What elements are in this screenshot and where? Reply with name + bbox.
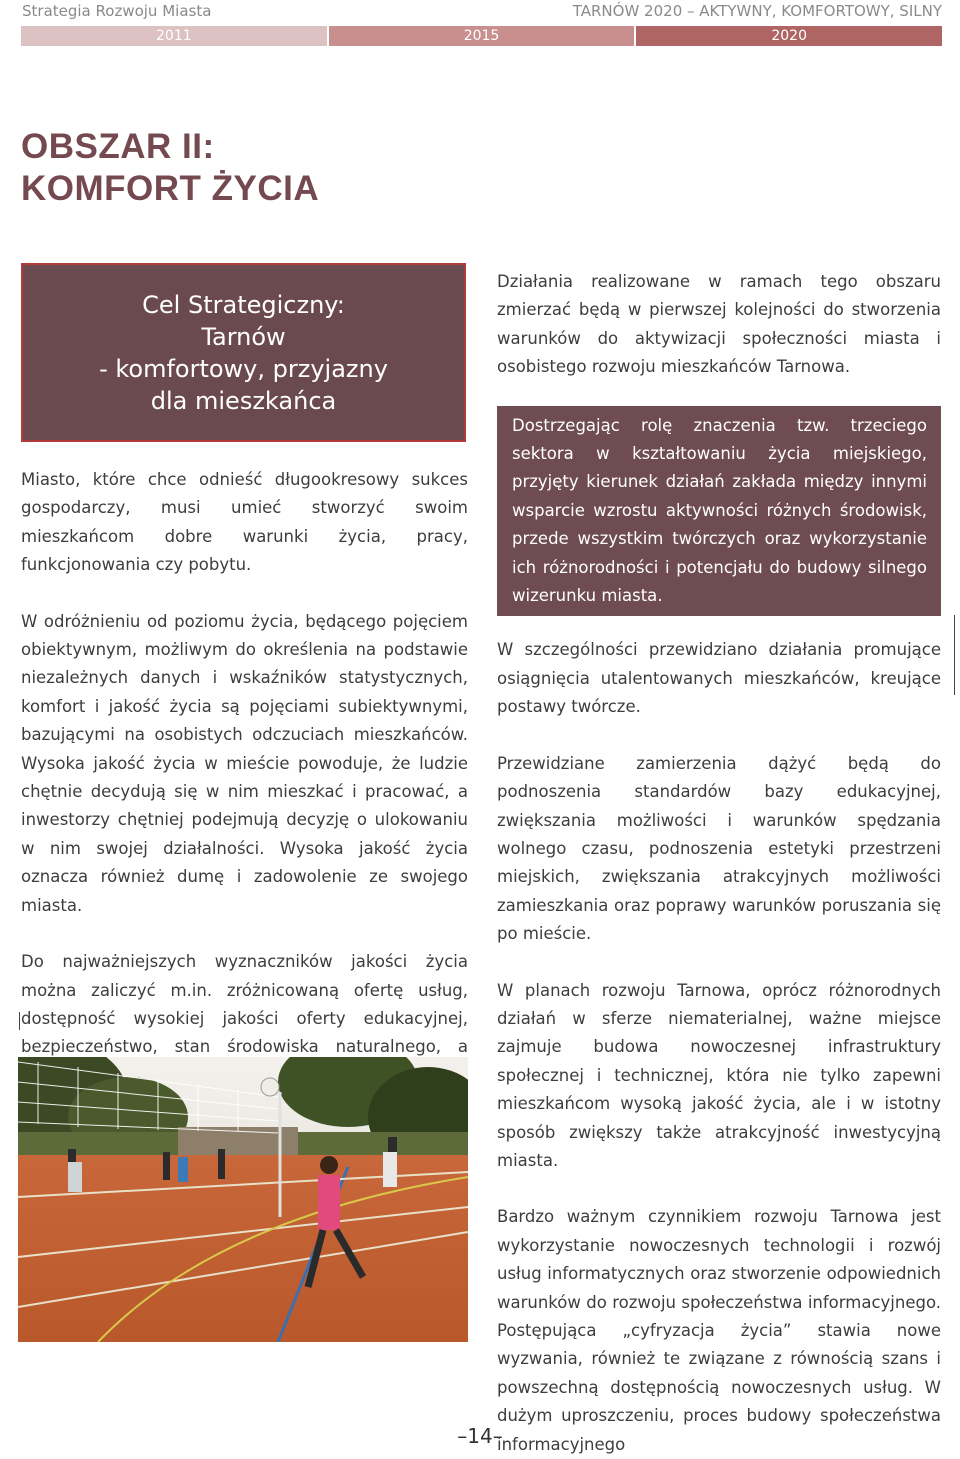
timeline-2011: 2011	[21, 26, 327, 46]
goal-line-2: Tarnów	[201, 323, 286, 351]
left-column	[21, 466, 468, 1090]
goal-line-3: - komfortowy, przyjazny	[99, 355, 388, 383]
strategic-goal-box	[21, 263, 466, 442]
page-number: –14–	[457, 1424, 503, 1448]
goal-line-4: dla mieszkańca	[150, 387, 337, 415]
title-line-1: OBSZAR II:	[21, 127, 215, 166]
title-line-2: KOMFORT ŻYCIA	[21, 169, 320, 208]
highlight-text: Dostrzegając rolę znaczenia tzw. trzeciego sektora w kształtowaniu życia miejskiego, przyjęty kierunek działań zakłada między innymi wsparcie wzrostu aktywności różnych środowisk, przede wszystkim twórczych oraz wykorzystanie ich różnorodności i potencjału do budowy silnego wizerunku miasta.	[512, 415, 927, 606]
header-right: TARNÓW 2020 – AKTYWNY, KOMFORTOWY, SILNY	[572, 2, 942, 20]
goal-line-1: Cel Strategiczny:	[142, 291, 345, 319]
right-column	[497, 268, 941, 1459]
right-paragraph-4: W planach rozwoju Tarnowa, oprócz różnorodnych działań w sferze niematerialnej, ważne miejsce zajmuje budowa nowoczesnej infrastruktury społecznej i technicznej, która nie tylko zapewni mieszkańcom wysoką jakość życia, ale i w istotny sposób zwiększy także atrakcyjność inwestycyjną miasta.	[497, 980, 941, 1170]
timeline-2015: 2015	[327, 26, 635, 46]
header-left: Strategia Rozwoju Miasta	[22, 2, 212, 20]
timeline-2020: 2020	[634, 26, 942, 46]
right-paragraph-5: Bardzo ważnym czynnikiem rozwoju Tarnowa jest wykorzystanie nowoczesnych technologii i rozwój usług informatycznych oraz stworzenie odpowiednich warunków do rozwoju społeczeństwa informacyjnego. Postępująca „cyfryzacja życia” stawia nowe wyzwania, również te związane z równością szans i powszechną dostępnością nowoczesnych usług. W dużym uproszczeniu, proces budowy społeczeństwa informacyjnego	[497, 1207, 941, 1454]
page-title	[21, 126, 319, 210]
right-paragraph-2: W szczególności przewidziano działania promujące osiągnięcia utalentowanych mieszkańców, kreujące postawy twórcze.	[497, 640, 941, 717]
volleyball-photo	[18, 1057, 468, 1342]
left-paragraph-2: W odróżnieniu od poziomu życia, będącego pojęciem obiektywnym, możliwym do określenia na podstawie niezależnych danych i wskaźników statystycznych, komfort i jakość życia są pojęciami subiektywnymi, bazującymi na osobistych odczuciach mieszkańców. Wysoka jakość życia w mieście powoduje, że ludzie chętnie decydują się w nim mieszkać i pracować, a inwestorzy chętniej podejmują decyzję o ulokowaniu w nim swojej działalności. Wysoka jakość życia oznacza również dumę i zadowolenie ze swojego miasta.	[21, 611, 468, 915]
timeline-bar	[21, 26, 942, 46]
left-margin-rule	[19, 1012, 20, 1030]
left-paragraph-1: Miasto, które chce odnieść długookresowy sukces gospodarczy, musi umieć stworzyć swoim mieszkańcom dobre warunki życia, pracy, funkcjonowania czy pobytu.	[21, 470, 468, 575]
left-paragraph-3: Do najważniejszych wyznaczników jakości życia można zaliczyć m.in. zróżnicowaną ofertę usług, dostępność wysokiej jakości oferty edukacyjnej, bezpieczeństwo, stan środowiska naturalnego, a	[21, 952, 468, 1057]
right-paragraph-1: Działania realizowane w ramach tego obszaru zmierzać będą w pierwszej kolejności do stworzenia warunków do aktywizacji społeczności miasta i osobistego rozwoju mieszkańców Tarnowa.	[497, 272, 941, 377]
highlight-box	[497, 406, 941, 617]
right-paragraph-3: Przewidziane zamierzenia dążyć będą do podnoszenia standardów bazy edukacyjnej, zwiększania możliwości i warunków spędzania wolnego czasu, podnoszenia estetyki przestrzeni miejskich, zwiększania atrakcyjnych możliwości zamieszkania oraz poprawy warunków poruszania się po mieście.	[497, 753, 941, 944]
right-margin-rule	[954, 615, 955, 695]
